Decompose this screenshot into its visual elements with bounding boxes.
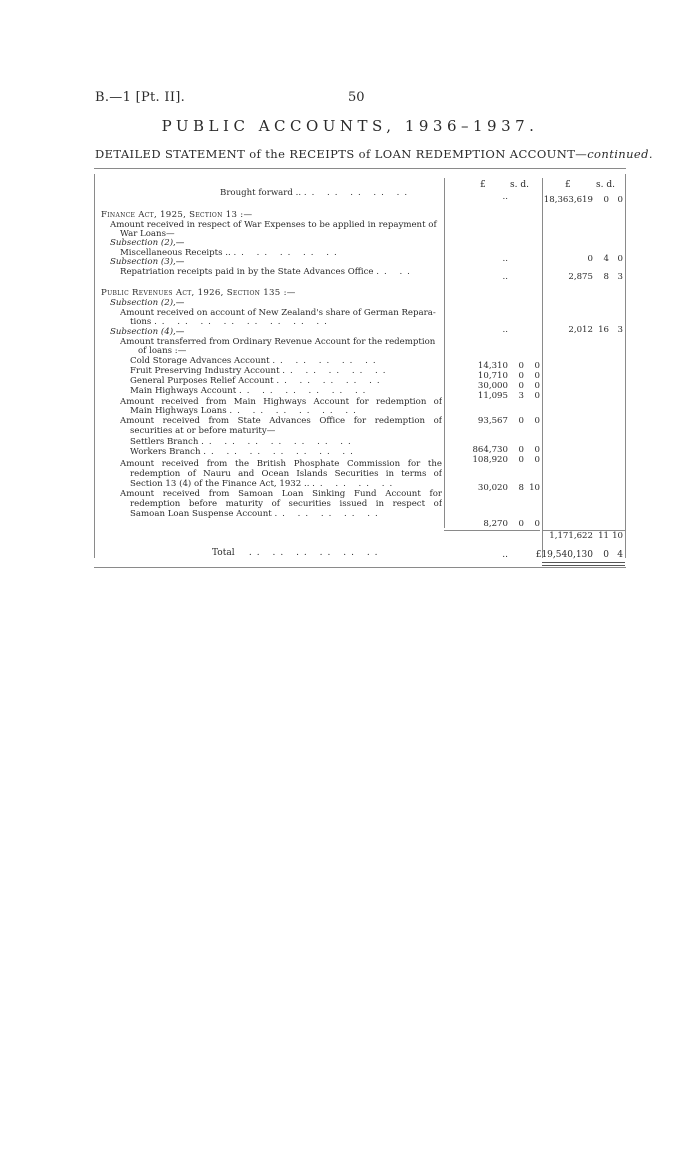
main-highways-loans-shillings: 0: [518, 416, 524, 426]
british-phosphate-line-2: redemption of Nauru and Ocean Islands Securities in terms of: [130, 469, 442, 479]
total-shillings: 0: [603, 550, 609, 560]
settlers-branch-label: Settlers Branch: [130, 437, 199, 447]
pounds-header-2: £: [565, 180, 571, 190]
subtotal-pounds: 1,171,622: [549, 531, 593, 541]
settlers-branch-pounds: 864,730: [472, 445, 508, 455]
british-phosphate-pence: 10: [529, 483, 540, 493]
leader-dots: .. .. .. .. .. .. ..: [201, 437, 356, 447]
table-top-rule: [94, 168, 626, 169]
subtitle-continued: continued.: [587, 147, 653, 161]
workers-branch-pence: 0: [534, 455, 540, 465]
cold-storage-pounds: 14,310: [477, 361, 508, 371]
reparations-shillings: 16: [598, 325, 609, 335]
british-phosphate-line-1: Amount received from the British Phosphate Commission for the: [120, 459, 442, 469]
subsection-2-label: Subsection (2),—: [110, 238, 185, 248]
main-highways-account-pounds: 11,095: [477, 391, 508, 401]
samoan-loan-line-1: Amount received from Samoan Loan Sinking Fund Account for: [120, 489, 442, 499]
main-highways-account-pence: 0: [534, 391, 540, 401]
main-highways-account-label: Main Highways Account: [130, 386, 237, 396]
settlers-branch-pence: 0: [534, 445, 540, 455]
general-purposes-pounds: 30,000: [477, 381, 508, 391]
workers-branch-shillings: 0: [518, 455, 524, 465]
leader-dots: .. .. .. .. ..: [274, 509, 383, 519]
general-purposes-pence: 0: [534, 381, 540, 391]
leader-dots: .. .. .. .. .. ..: [238, 386, 371, 396]
brought-forward-shillings: 0: [603, 195, 609, 205]
sd-header-1: s. d.: [510, 180, 529, 190]
main-highways-loans-pounds: 93,567: [477, 416, 508, 426]
table-row: [94, 508, 626, 529]
leader-dots: .. .. .. .. .. ..: [248, 548, 383, 558]
workers-branch-pounds: 108,920: [472, 455, 508, 465]
finance-act-heading: Finance Act, 1925, Section 13 :—: [101, 210, 253, 220]
main-highways-loans-line-1: Amount received from Main Highways Account for redemption of: [120, 397, 442, 407]
receipts-table: [94, 166, 626, 568]
fruit-preserving-label: Fruit Preserving Industry Account: [130, 366, 280, 376]
leader-dots: .. .. .. .. .. ..: [229, 406, 361, 416]
subsection-3-label: Subsection (3),—: [110, 257, 185, 267]
cold-storage-pence: 0: [534, 361, 540, 371]
total-label: Total: [212, 548, 235, 558]
state-advances-line-1: Amount received from State Advances Office for redemption of: [120, 416, 442, 426]
war-expenses-line-1: Amount received in respect of War Expenses to be applied in repayment of: [110, 220, 437, 230]
misc-col1: ..: [502, 254, 508, 264]
reparations-pounds: 2,012: [568, 325, 593, 335]
british-phosphate-pounds: 30,020: [477, 483, 508, 493]
leader-dots: .. .. .. .. ..: [272, 356, 381, 366]
subtitle-main: DETAILED STATEMENT of the RECEIPTS of LOAN REDEMPTION ACCOUNT—: [95, 147, 588, 161]
british-phosphate-line-3: Section 13 (4) of the Finance Act, 1932 ..: [130, 479, 310, 489]
total-double-rule: [542, 562, 625, 566]
page-number: 50: [348, 90, 365, 105]
subtotal-shillings: 11: [598, 531, 609, 541]
main-highways-account-shillings: 3: [518, 391, 524, 401]
leader-dots: .. .. .. ..: [312, 479, 398, 489]
subsection-2b-label: Subsection (2),—: [110, 298, 185, 308]
samoan-loan-label: Samoan Loan Suspense Account: [130, 509, 272, 519]
brought-forward-pounds: 18,363,619: [543, 195, 593, 205]
repatriation-shillings: 8: [603, 272, 609, 282]
brought-forward-col1: ..: [502, 192, 508, 202]
state-advances-line-2: securities at or before maturity—: [130, 426, 276, 436]
leader-dots: .. .. .. .. .. .. .. ..: [154, 317, 332, 327]
leader-dots: .. .. .. .. ..: [233, 248, 342, 258]
repatriation-label: Repatriation receipts paid in by the State Advances Office: [120, 267, 374, 277]
misc-pounds: 0: [587, 254, 593, 264]
war-expenses-line-2: War Loans—: [120, 229, 175, 239]
table-bottom-rule: [94, 567, 626, 568]
misc-shillings: 4: [603, 254, 609, 264]
cold-storage-label: Cold Storage Advances Account: [130, 356, 270, 366]
main-highways-loans-label: Main Highways Loans: [130, 406, 227, 416]
samoan-loan-pounds: 8,270: [483, 519, 508, 529]
brought-forward-pence: 0: [617, 195, 623, 205]
pounds-header-1: £: [480, 180, 486, 190]
total-col1: ..: [502, 550, 508, 560]
ordinary-revenue-line-2: of loans :—: [138, 346, 187, 356]
samoan-loan-shillings: 0: [518, 519, 524, 529]
leader-dots: .. .. .. .. .. .. ..: [203, 447, 358, 457]
subsection-4-label: Subsection (4),—: [110, 327, 185, 337]
table-row: [94, 187, 626, 205]
reparations-pence: 3: [617, 325, 623, 335]
statement-subtitle: [95, 147, 653, 161]
workers-branch-label: Workers Branch: [130, 447, 201, 457]
repatriation-col1: ..: [502, 272, 508, 282]
leader-dots: .. .. .. .. ..: [282, 366, 391, 376]
public-revenues-heading: Public Revenues Act, 1926, Section 135 :—: [101, 288, 296, 298]
page-reference: B.—1 [Pt. II].: [95, 90, 186, 105]
cold-storage-shillings: 0: [518, 361, 524, 371]
repatriation-pence: 3: [617, 272, 623, 282]
total-pounds: £19,540,130: [535, 550, 593, 560]
fruit-preserving-pence: 0: [534, 371, 540, 381]
british-phosphate-shillings: 8: [518, 483, 524, 493]
main-highways-loans-pence: 0: [534, 416, 540, 426]
subtotal-row: [94, 530, 626, 542]
table-row: [94, 266, 626, 282]
general-purposes-shillings: 0: [518, 381, 524, 391]
ordinary-revenue-line-1: Amount transferred from Ordinary Revenue Account for the redemption: [120, 337, 436, 347]
leader-dots: .. .. .. .. ..: [303, 188, 413, 198]
misc-receipts-label: Miscellaneous Receipts ..: [120, 248, 231, 258]
repatriation-pounds: 2,875: [568, 272, 593, 282]
total-row: [94, 547, 626, 559]
sd-header-2: s. d.: [596, 180, 615, 190]
subtotal-pence: 10: [612, 531, 623, 541]
settlers-branch-shillings: 0: [518, 445, 524, 455]
fruit-preserving-pounds: 10,710: [477, 371, 508, 381]
reparations-line-1: Amount received on account of New Zealand's share of German Repara-: [120, 308, 436, 318]
total-pence: 4: [617, 550, 623, 560]
leader-dots: .. .. .. .. ..: [276, 376, 385, 386]
samoan-loan-line-2: redemption before maturity of securities issued in respect of: [130, 499, 442, 509]
misc-pence: 0: [617, 254, 623, 264]
reparations-col1: ..: [502, 325, 508, 335]
general-purposes-label: General Purposes Relief Account: [130, 376, 274, 386]
fruit-preserving-shillings: 0: [518, 371, 524, 381]
leader-dots: .. ..: [376, 267, 415, 277]
page-title: PUBLIC ACCOUNTS, 1936–1937.: [161, 117, 539, 135]
reparations-line-2: tions: [130, 317, 152, 327]
samoan-loan-pence: 0: [534, 519, 540, 529]
brought-forward-label: Brought forward ..: [220, 188, 302, 198]
